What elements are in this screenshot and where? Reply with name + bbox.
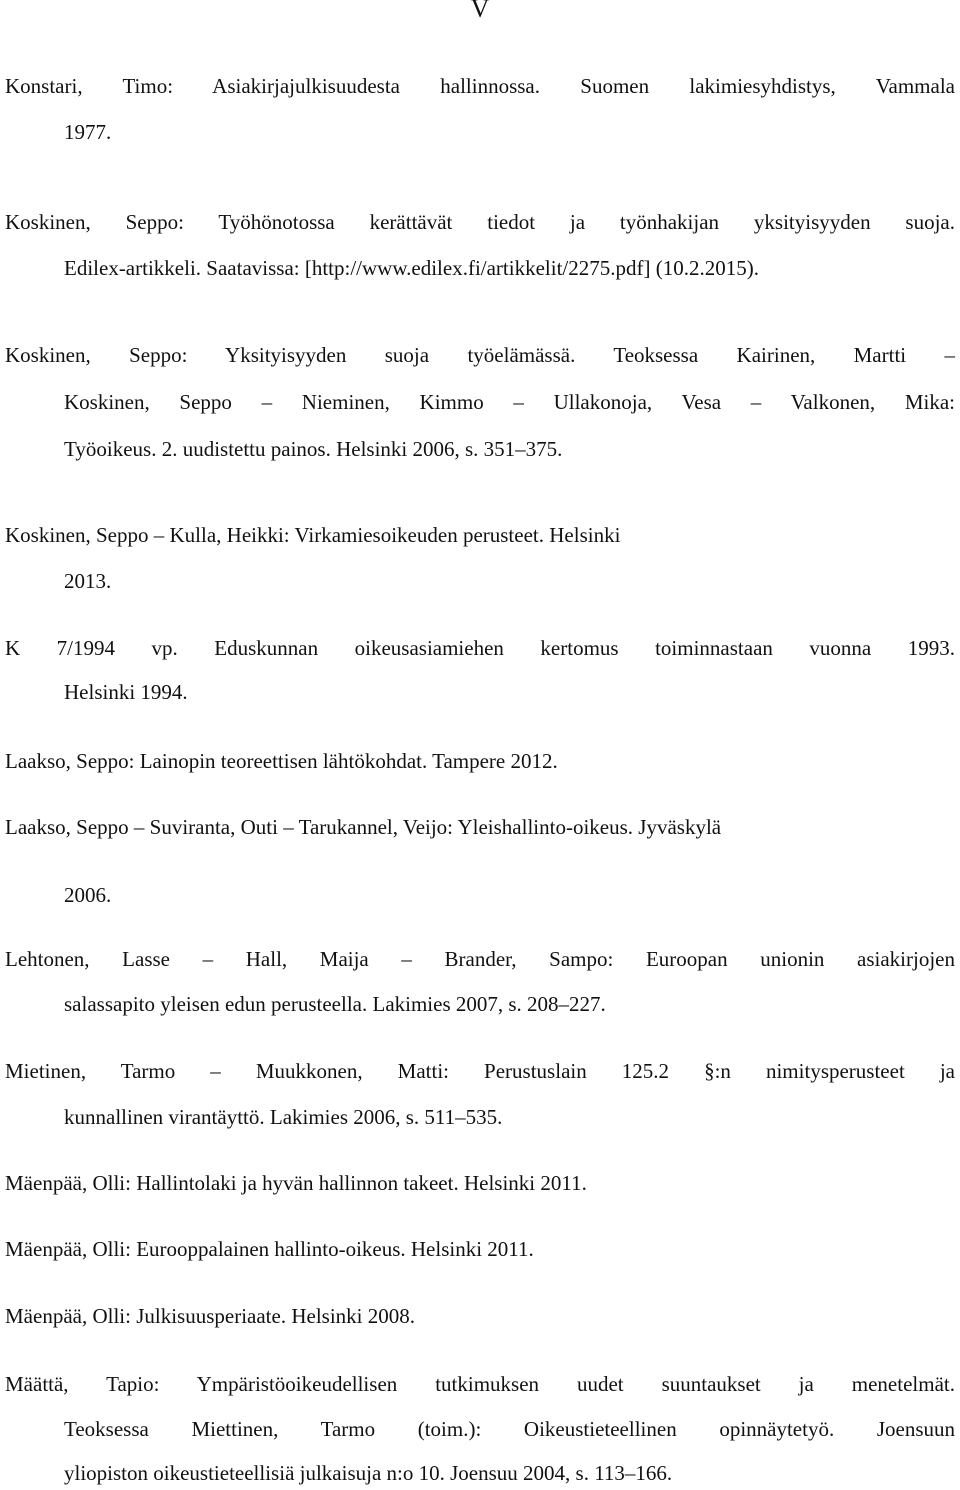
reference-line: Laakso, Seppo: Lainopin teoreettisen lähtökohdat. Tampere 2012. [5,749,558,773]
reference-line: Määttä, Tapio: Ympäristöoikeudellisen tutkimuksen uudet suuntaukset ja menetelmät. [5,1372,955,1396]
reference-line: Koskinen, Seppo: Työhönotossa kerättävät tiedot ja työnhakijan yksityisyyden suoja. [5,210,955,234]
reference-line: Mäenpää, Olli: Eurooppalainen hallinto-oikeus. Helsinki 2011. [5,1237,534,1261]
reference-line: Mäenpää, Olli: Julkisuusperiaate. Helsinki 2008. [5,1304,416,1328]
reference-line: Konstari, Timo: Asiakirjajulkisuudesta hallinnossa. Suomen lakimiesyhdistys, Vammala [5,74,955,98]
reference-line: K 7/1994 vp. Eduskunnan oikeusasiamiehen kertomus toiminnastaan vuonna 1993. [5,636,955,660]
reference-line: Työoikeus. 2. uudistettu painos. Helsinki 2006, s. 351–375. [64,437,563,461]
page-number: V [470,0,490,23]
reference-line: Mäenpää, Olli: Hallintolaki ja hyvän hallinnon takeet. Helsinki 2011. [5,1171,587,1195]
reference-line: 2013. [64,569,112,593]
reference-line: kunnallinen virantäyttö. Lakimies 2006, s. 511–535. [64,1105,503,1129]
reference-line: salassapito yleisen edun perusteella. Lakimies 2007, s. 208–227. [64,992,606,1016]
reference-line: Mietinen, Tarmo – Muukkonen, Matti: Perustuslain 125.2 §:n nimitysperusteet ja [5,1059,955,1083]
reference-line: yliopiston oikeustieteellisiä julkaisuja n:o 10. Joensuu 2004, s. 113–166. [64,1461,673,1485]
reference-line: Laakso, Seppo – Suviranta, Outi – Tarukannel, Veijo: Yleishallinto-oikeus. Jyväskylä [5,815,722,839]
reference-line: Koskinen, Seppo: Yksityisyyden suoja työelämässä. Teoksessa Kairinen, Martti – [5,343,955,367]
reference-line: Koskinen, Seppo – Nieminen, Kimmo – Ullakonoja, Vesa – Valkonen, Mika: [64,390,955,414]
reference-line: Teoksessa Miettinen, Tarmo (toim.): Oikeustieteellinen opinnäytetyö. Joensuun [64,1417,955,1441]
reference-line: Helsinki 1994. [64,680,188,704]
reference-line: 1977. [64,120,112,144]
reference-line: Koskinen, Seppo – Kulla, Heikki: Virkamiesoikeuden perusteet. Helsinki [5,523,621,547]
reference-line: Lehtonen, Lasse – Hall, Maija – Brander, Sampo: Euroopan unionin asiakirjojen [5,947,955,971]
reference-line: Edilex-artikkeli. Saatavissa: [http://www.edilex.fi/artikkelit/2275.pdf] (10.2.2015). [64,256,759,280]
reference-line: 2006. [64,883,112,907]
